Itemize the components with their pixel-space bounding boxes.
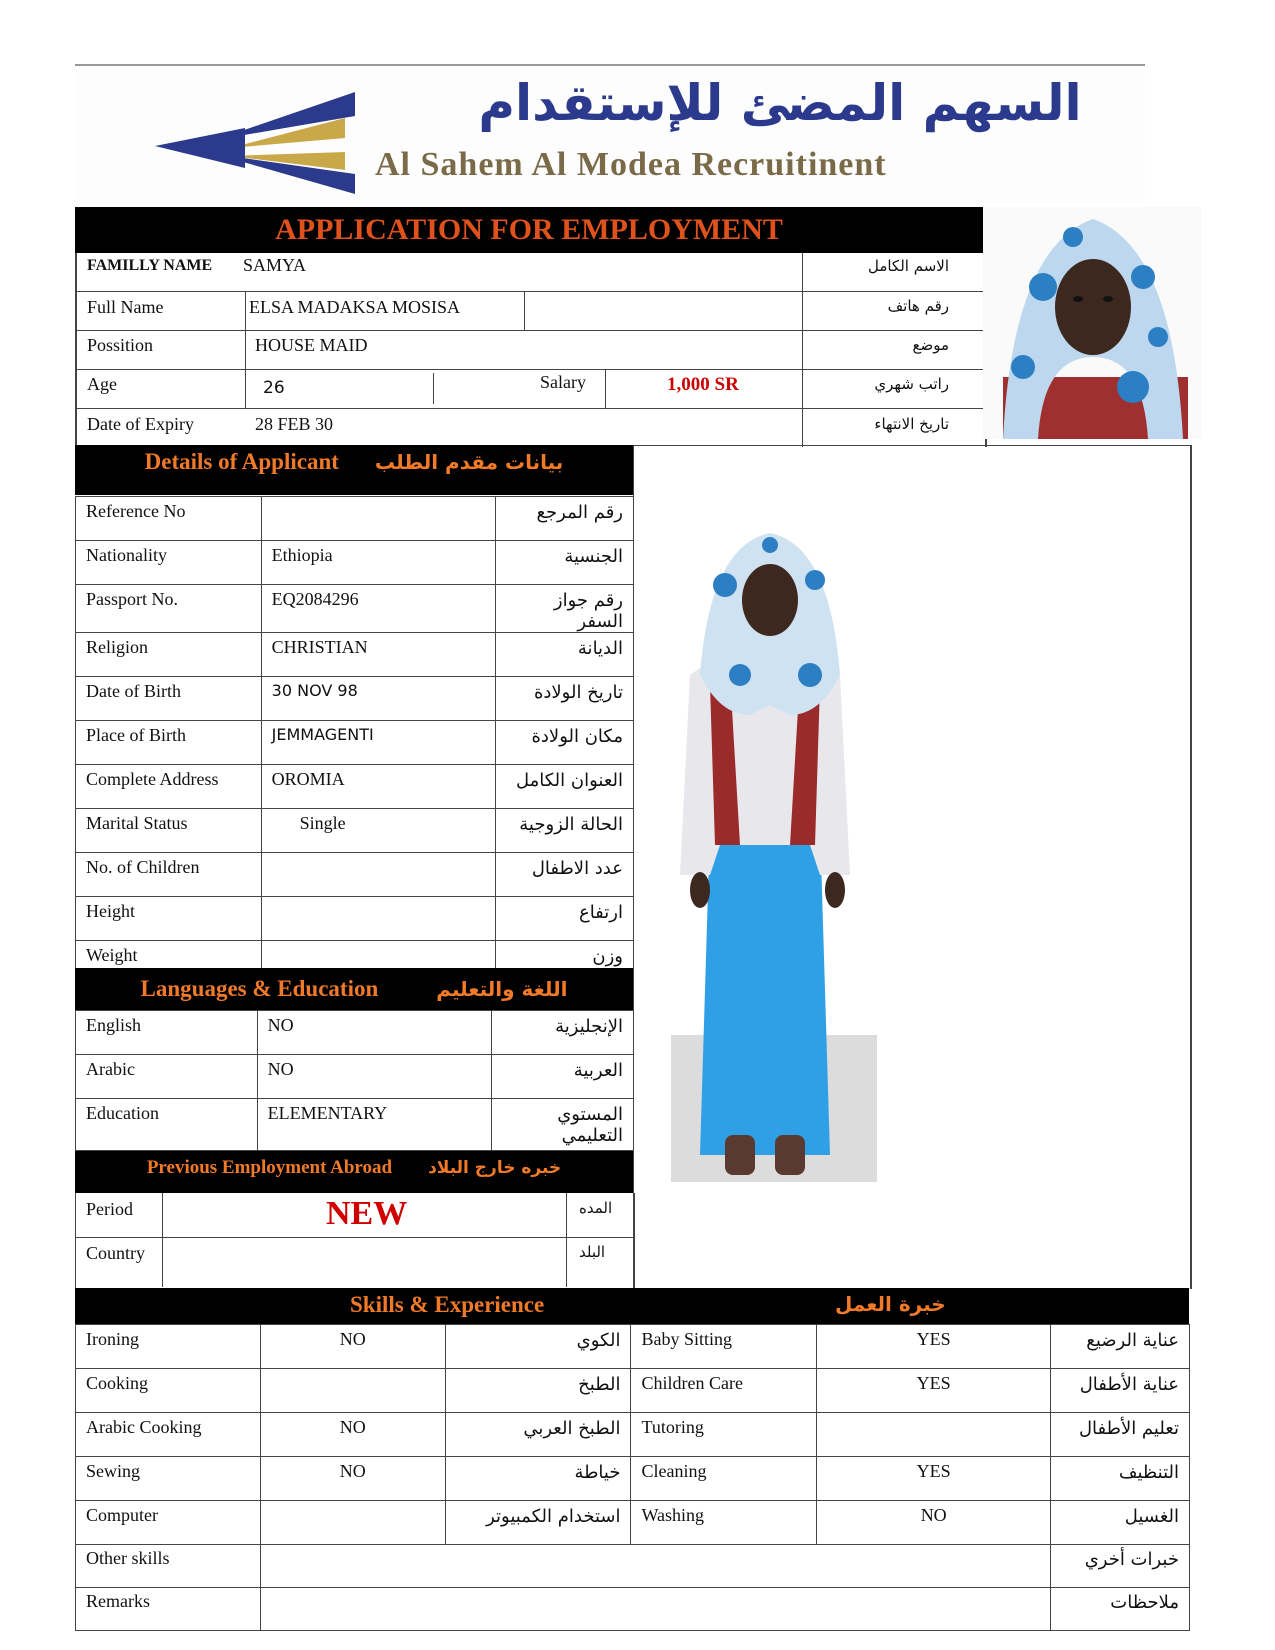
skill-ar: الكوي	[445, 1325, 631, 1369]
previous-table	[75, 1193, 635, 1289]
details-ar: تاريخ الولادة	[496, 677, 634, 721]
header-row	[77, 253, 985, 292]
language-row	[76, 1055, 634, 1099]
salary-label: Salary	[540, 372, 586, 392]
skill-label: Computer	[76, 1501, 261, 1545]
other-skills-row	[76, 1545, 1190, 1588]
skills-row	[76, 1369, 1190, 1413]
skill-value	[260, 1501, 445, 1545]
languages-section-header	[75, 968, 633, 1010]
details-row	[76, 897, 634, 941]
details-value	[261, 497, 496, 541]
language-value: NO	[257, 1011, 492, 1055]
details-ar: رقم المرجع	[496, 497, 634, 541]
position-value: HOUSE MAID	[255, 335, 368, 355]
details-value: CHRISTIAN	[261, 633, 496, 677]
family-name-label: FAMILLY NAME	[87, 257, 213, 274]
skill-label: Washing	[631, 1501, 817, 1545]
expiry-value: 28 FEB 30	[255, 414, 334, 434]
logo-banner	[75, 64, 1145, 204]
details-ar: الديانة	[496, 633, 634, 677]
expiry-ar: تاريخ الانتهاء	[874, 415, 949, 433]
position-label: Possition	[87, 335, 154, 355]
details-ar: عدد الاطفال	[496, 853, 634, 897]
details-row	[76, 765, 634, 809]
salary-value: 1,000 SR	[667, 374, 739, 395]
details-row	[76, 853, 634, 897]
brand-english-name: Al Sahem Al Modea Recruitinent	[375, 146, 887, 183]
country-ar: البلد	[579, 1243, 606, 1261]
skills-title-ar: خبرة العمل	[835, 1292, 946, 1316]
skill-label: Ironing	[76, 1325, 261, 1369]
language-row	[76, 1099, 634, 1151]
skill-ar: عناية الأطفال	[1051, 1369, 1190, 1413]
details-label: Marital Status	[76, 809, 262, 853]
skill-label: Sewing	[76, 1457, 261, 1501]
family-name-ar: الاسم الكامل	[867, 257, 949, 275]
full-name-value: ELSA MADAKSA MOSISA	[249, 297, 461, 317]
previous-title-en: Previous Employment Abroad	[146, 1157, 393, 1178]
skill-label: Tutoring	[631, 1413, 817, 1457]
language-label: Education	[76, 1099, 258, 1151]
previous-title-ar: خبره خارج البلاد	[428, 1158, 562, 1178]
other-skills-label: Other skills	[76, 1545, 261, 1588]
salary-ar: راتب شهري	[874, 375, 949, 393]
details-value: Ethiopia	[261, 541, 496, 585]
details-row	[76, 541, 634, 585]
skill-label: Children Care	[631, 1369, 817, 1413]
full-name-label: Full Name	[87, 297, 164, 317]
skill-value: YES	[817, 1369, 1051, 1413]
details-ar: رقم جواز السفر	[496, 585, 634, 633]
skill-value	[817, 1413, 1051, 1457]
skill-ar: تعليم الأطفال	[1051, 1413, 1190, 1457]
age-label: Age	[87, 374, 117, 394]
details-section-header	[75, 445, 633, 495]
language-value: NO	[257, 1055, 492, 1099]
details-label: No. of Children	[76, 853, 262, 897]
skill-label: Baby Sitting	[631, 1325, 817, 1369]
logo-arrow-icon	[155, 88, 365, 198]
header-row	[77, 408, 985, 447]
brand-arabic-name: السهم المضئ للإستقدام	[478, 74, 1082, 132]
details-ar: العنوان الكامل	[496, 765, 634, 809]
country-row	[76, 1237, 634, 1287]
details-ar: الحالة الزوجية	[496, 809, 634, 853]
skill-ar: عناية الرضيع	[1051, 1325, 1190, 1369]
details-value: JEMMAGENTI	[261, 721, 496, 765]
period-value: NEW	[326, 1195, 408, 1232]
skill-value: NO	[260, 1325, 445, 1369]
skill-label: Cleaning	[631, 1457, 817, 1501]
details-value: 30 NOV 98	[261, 677, 496, 721]
details-table	[75, 496, 634, 985]
family-name-value: SAMYA	[243, 255, 307, 275]
language-ar: المستوي التعليمي	[492, 1099, 634, 1151]
other-skills-ar: خبرات أخري	[1051, 1545, 1190, 1588]
phone-ar: رقم هاتف	[887, 297, 949, 315]
details-value	[261, 897, 496, 941]
page-title: APPLICATION FOR EMPLOYMENT	[75, 207, 983, 253]
skills-section-header	[75, 1288, 1189, 1324]
country-label: Country	[86, 1243, 146, 1263]
details-label: Reference No	[76, 497, 262, 541]
language-value: ELEMENTARY	[257, 1099, 492, 1151]
other-skills-value	[260, 1545, 1050, 1588]
header-info-table	[75, 253, 987, 447]
skills-row	[76, 1325, 1190, 1369]
header-row	[77, 330, 985, 370]
remarks-label: Remarks	[76, 1588, 261, 1631]
details-label: Passport No.	[76, 585, 262, 633]
remarks-ar: ملاحظات	[1051, 1588, 1190, 1631]
details-value: OROMIA	[261, 765, 496, 809]
skill-label: Cooking	[76, 1369, 261, 1413]
details-row	[76, 585, 634, 633]
details-value: EQ2084296	[261, 585, 496, 633]
details-title-en: Details of Applicant	[144, 449, 339, 474]
details-title-ar: بيانات مقدم الطلب	[374, 450, 564, 474]
skills-title-en: Skills & Experience	[350, 1292, 545, 1317]
skill-value	[260, 1369, 445, 1413]
languages-title-en: Languages & Education	[140, 976, 379, 1001]
age-value: 26	[263, 378, 285, 398]
details-row	[76, 497, 634, 541]
language-row	[76, 1011, 634, 1055]
details-label: Place of Birth	[76, 721, 262, 765]
details-row	[76, 809, 634, 853]
skill-value: NO	[260, 1413, 445, 1457]
period-row	[76, 1193, 634, 1238]
previous-section-header	[75, 1151, 633, 1193]
skill-ar: استخدام الكمبيوتر	[445, 1501, 631, 1545]
language-label: English	[76, 1011, 258, 1055]
details-value	[261, 853, 496, 897]
language-ar: الإنجليزية	[492, 1011, 634, 1055]
skill-ar: التنظيف	[1051, 1457, 1190, 1501]
skills-row	[76, 1501, 1190, 1545]
details-ar: الجنسية	[496, 541, 634, 585]
header-row	[77, 291, 985, 331]
details-row	[76, 677, 634, 721]
headshot-photo	[983, 207, 1201, 439]
details-label: Weight	[76, 941, 262, 985]
details-ar: وزن	[496, 941, 634, 985]
skill-value: NO	[817, 1501, 1051, 1545]
expiry-label: Date of Expiry	[87, 414, 194, 434]
skill-value: YES	[817, 1457, 1051, 1501]
position-ar: موضع	[912, 336, 949, 354]
skill-label: Arabic Cooking	[76, 1413, 261, 1457]
skill-value: NO	[260, 1457, 445, 1501]
language-ar: العربية	[492, 1055, 634, 1099]
details-ar: مكان الولادة	[496, 721, 634, 765]
details-ar: ارتفاع	[496, 897, 634, 941]
period-ar: المده	[579, 1199, 613, 1217]
skill-ar: الغسيل	[1051, 1501, 1190, 1545]
details-label: Nationality	[76, 541, 262, 585]
skills-table	[75, 1324, 1190, 1631]
full-body-photo	[670, 525, 870, 1180]
details-row	[76, 721, 634, 765]
details-label: Height	[76, 897, 262, 941]
skill-ar: خياطة	[445, 1457, 631, 1501]
remarks-value	[260, 1588, 1050, 1631]
skills-row	[76, 1457, 1190, 1501]
period-label: Period	[86, 1199, 133, 1219]
header-row	[77, 369, 985, 409]
language-label: Arabic	[76, 1055, 258, 1099]
skills-row	[76, 1413, 1190, 1457]
skill-ar: الطبخ العربي	[445, 1413, 631, 1457]
details-row	[76, 633, 634, 677]
languages-table	[75, 1010, 634, 1151]
skill-ar: الطبخ	[445, 1369, 631, 1413]
remarks-row	[76, 1588, 1190, 1631]
details-label: Date of Birth	[76, 677, 262, 721]
details-value: Single	[261, 809, 496, 853]
details-label: Complete Address	[76, 765, 262, 809]
skill-value: YES	[817, 1325, 1051, 1369]
details-label: Religion	[76, 633, 262, 677]
languages-title-ar: اللغة والتعليم	[436, 977, 568, 1001]
